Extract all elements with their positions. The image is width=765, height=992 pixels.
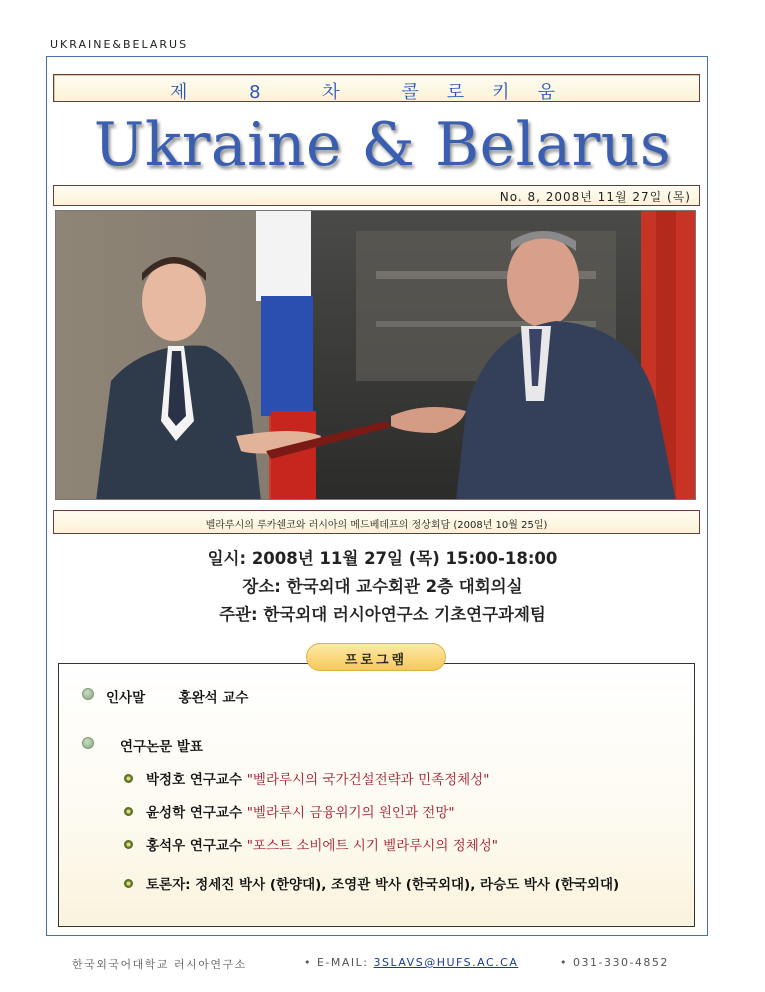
paper-item xyxy=(146,801,455,821)
program-tab xyxy=(306,643,446,671)
photo-caption-banner xyxy=(53,510,700,534)
top-running-title: UKRAINE&BELARUS xyxy=(50,38,189,51)
issue-label: No. 8, 2008년 11월 27일 (목) xyxy=(499,190,691,204)
footer-org: 한국외국어대학교 러시아연구소 xyxy=(72,958,247,971)
bullet-icon xyxy=(124,879,133,888)
event-host: 주관: 한국외대 러시아연구소 기초연구과제팀 xyxy=(219,605,546,624)
program-tab-label: 프로그램 xyxy=(344,653,408,668)
greeting-item xyxy=(106,686,248,706)
greeting-speaker: 홍완석 교수 xyxy=(178,690,249,706)
paper-presenter: 홍석우 연구교수 xyxy=(146,838,242,854)
event-datetime: 일시: 2008년 11월 27일 (목) 15:00-18:00 xyxy=(207,549,558,568)
series-label: 제 8 차 콜로키움 xyxy=(170,82,583,103)
footer-email xyxy=(304,956,518,969)
discussants: 토론자: 정세진 박사 (한양대), 조영관 박사 (한국외대), 라승도 박사 (한국외대) xyxy=(146,877,620,893)
paper-title: "벨라루시 금융위기의 원인과 전망" xyxy=(246,805,455,821)
footer-email-link[interactable]: 3SLAVS@HUFS.AC.CA xyxy=(373,956,519,969)
paper-item xyxy=(146,834,498,854)
photo-illustration xyxy=(56,211,696,500)
footer-phone: • 031-330-4852 xyxy=(560,956,669,969)
photo-caption: 벨라루시의 루카쉔코와 러시아의 메드베데프의 정상회담 (2008년 10월 25일) xyxy=(205,520,548,531)
bullet-icon xyxy=(82,737,94,749)
series-banner xyxy=(53,74,700,102)
papers-label: 연구논문 발표 xyxy=(120,739,203,755)
bullet-icon xyxy=(124,840,133,849)
paper-presenter: 윤성학 연구교수 xyxy=(146,805,242,821)
main-title: Ukraine & Belarus xyxy=(93,110,672,180)
summit-photo xyxy=(55,210,696,500)
footer-email-label: • E-MAIL: xyxy=(304,956,369,969)
paper-presenter: 박정호 연구교수 xyxy=(146,772,242,788)
paper-title: "벨라루시의 국가건설전략과 민족정체성" xyxy=(246,772,490,788)
bullet-icon xyxy=(124,807,133,816)
bullet-icon xyxy=(82,688,94,700)
greeting-label: 인사말 xyxy=(106,690,146,706)
paper-item xyxy=(146,768,489,788)
issue-banner xyxy=(53,185,700,206)
event-venue: 장소: 한국외대 교수회관 2층 대회의실 xyxy=(242,577,523,596)
bullet-icon xyxy=(124,774,133,783)
paper-title: "포스트 소비에트 시기 벨라루시의 정체성" xyxy=(246,838,498,854)
